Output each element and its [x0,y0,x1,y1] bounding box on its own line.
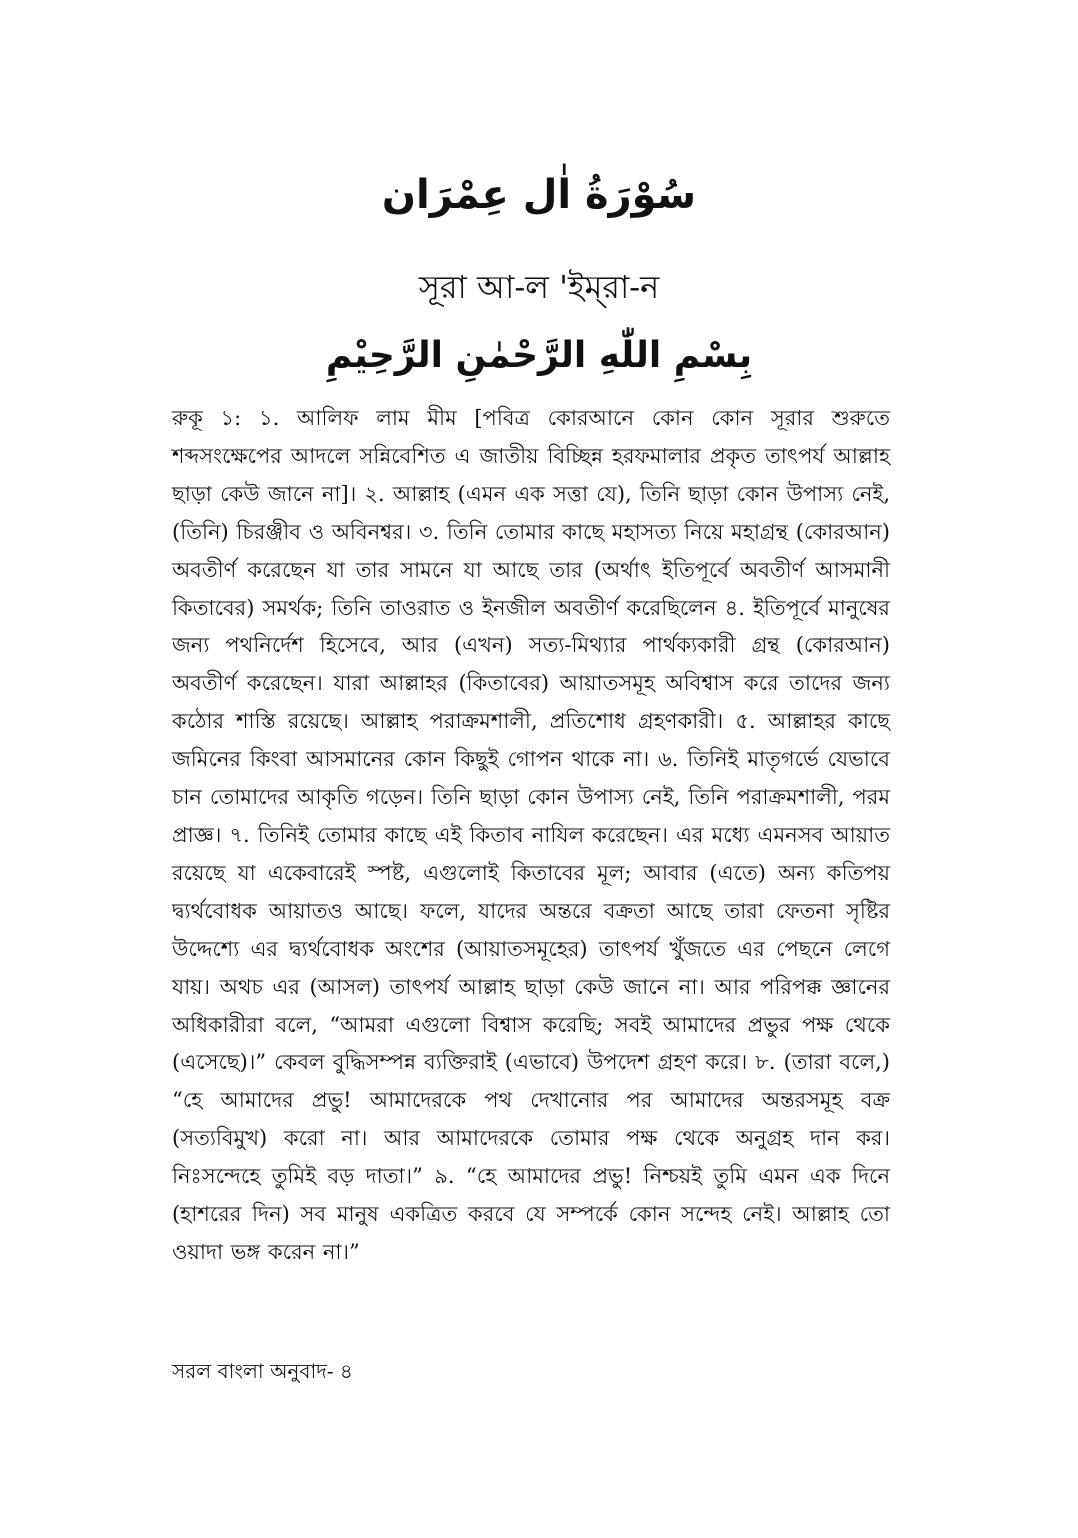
bismillah-heading: بِسْمِ اللّٰهِ الرَّحْمٰنِ الرَّحِيْمِ [325,335,753,376]
page-footer: সরল বাংলা অনুবাদ- ৪ [172,1359,353,1383]
surah-bangla-title: সূরা আ-ল 'ইম্‌রা-ন [418,268,660,306]
translation-paragraph: রুকূ ১: ১. আলিফ লাম মীম [পবিত্র কোরআনে কোন কোন সূরার শুরুতে শব্দসংক্ষেপের আদলে সন্নিবেশিত এ জাতীয় বিচ্ছিন্ন হরফমালার প্রকৃত তাৎপর্য আল্লাহ ছাড়া কেউ জানে না]। ২. আল্লাহ (এমন এক সত্তা যে), তিনি ছাড়া কোন উপাস্য নেই, (তিনি) চিরঞ্জীব ও অবিনশ্বর। ৩. তিনি তোমার কাছে মহাসত্য নিয়ে মহাগ্রন্থ (কোরআন) অবতীর্ণ করেছেন যা তার সামনে যা আছে তার (অর্থাৎ ইতিপূর্বে অবতীর্ণ আসমানী কিতাবের) সমর্থক; তিনি তাওরাত ও ইনজীল অবতীর্ণ করেছিলেন ৪. ইতিপূর্বে মানুষের জন্য পথনির্দেশ হিসেবে, আর (এখন) সত্য-মিথ্যার পার্থক্যকারী গ্রন্থ (কোরআন) অবতীর্ণ করেছেন। যারা আল্লাহর (কিতাবের) আয়াতসমূহ অবিশ্বাস করে তাদের জন্য কঠোর শাস্তি রয়েছে। আল্লাহ পরাক্রমশালী, প্রতিশোধ গ্রহণকারী। ৫. আল্লাহর কাছে জমিনের কিংবা আসমানের কোন কিছুই গোপন থাকে না। ৬. তিনিই মাতৃগর্ভে যেভাবে চান তোমাদের আকৃতি গড়েন। তিনি ছাড়া কোন উপাস্য নেই, তিনি পরাক্রমশালী, পরম প্রাজ্ঞ। ৭. তিনিই তোমার কাছে এই কিতাব নাযিল করেছেন। এর মধ্যে এমনসব আয়াত রয়েছে যা একেবারেই স্পষ্ট, এগুলোই কিতাবের মূল; আবার (এতে) অন্য কতিপয় দ্ব্যর্থবোধক আয়াতও আছে। ফলে, যাদের অন্তরে বক্রতা আছে তারা ফেতনা সৃষ্টির উদ্দেশ্যে এর দ্ব্যর্থবোধক অংশের (আয়াতসমূহের) তাৎপর্য খুঁজতে এর পেছনে লেগে যায়। অথচ এর (আসল) তাৎপর্য আল্লাহ ছাড়া কেউ জানে না। আর পরিপক্ক জ্ঞানের অধিকারীরা বলে, “আমরা এগুলো বিশ্বাস করেছি; সবই আমাদের প্রভুর পক্ষ থেকে (এসেছে)।” কেবল বুদ্ধিসম্পন্ন ব্যক্তিরাই (এভাবে) উপদেশ গ্রহণ করে। ৮. (তারা বলে,) “হে আমাদের প্রভু! আমাদেরকে পথ দেখানোর পর আমাদের অন্তরসমূহ বক্র (সত্যবিমুখ) করো না। আর আমাদেরকে তোমার পক্ষ থেকে অনুগ্রহ দান কর। নিঃসন্দেহে তুমিই বড় দাতা।” ৯. “হে আমাদের প্রভু! নিশ্চয়ই তুমি এমন এক দিনে (হাশরের দিন) সব মানুষ একত্রিত করবে যে সম্পর্কে কোন সন্দেহ নেই। আল্লাহ তো ওয়াদা ভঙ্গ করেন না।” [172,406,890,1264]
surah-arabic-title: سُوْرَةُ اٰل عِمْرَان [381,172,697,218]
